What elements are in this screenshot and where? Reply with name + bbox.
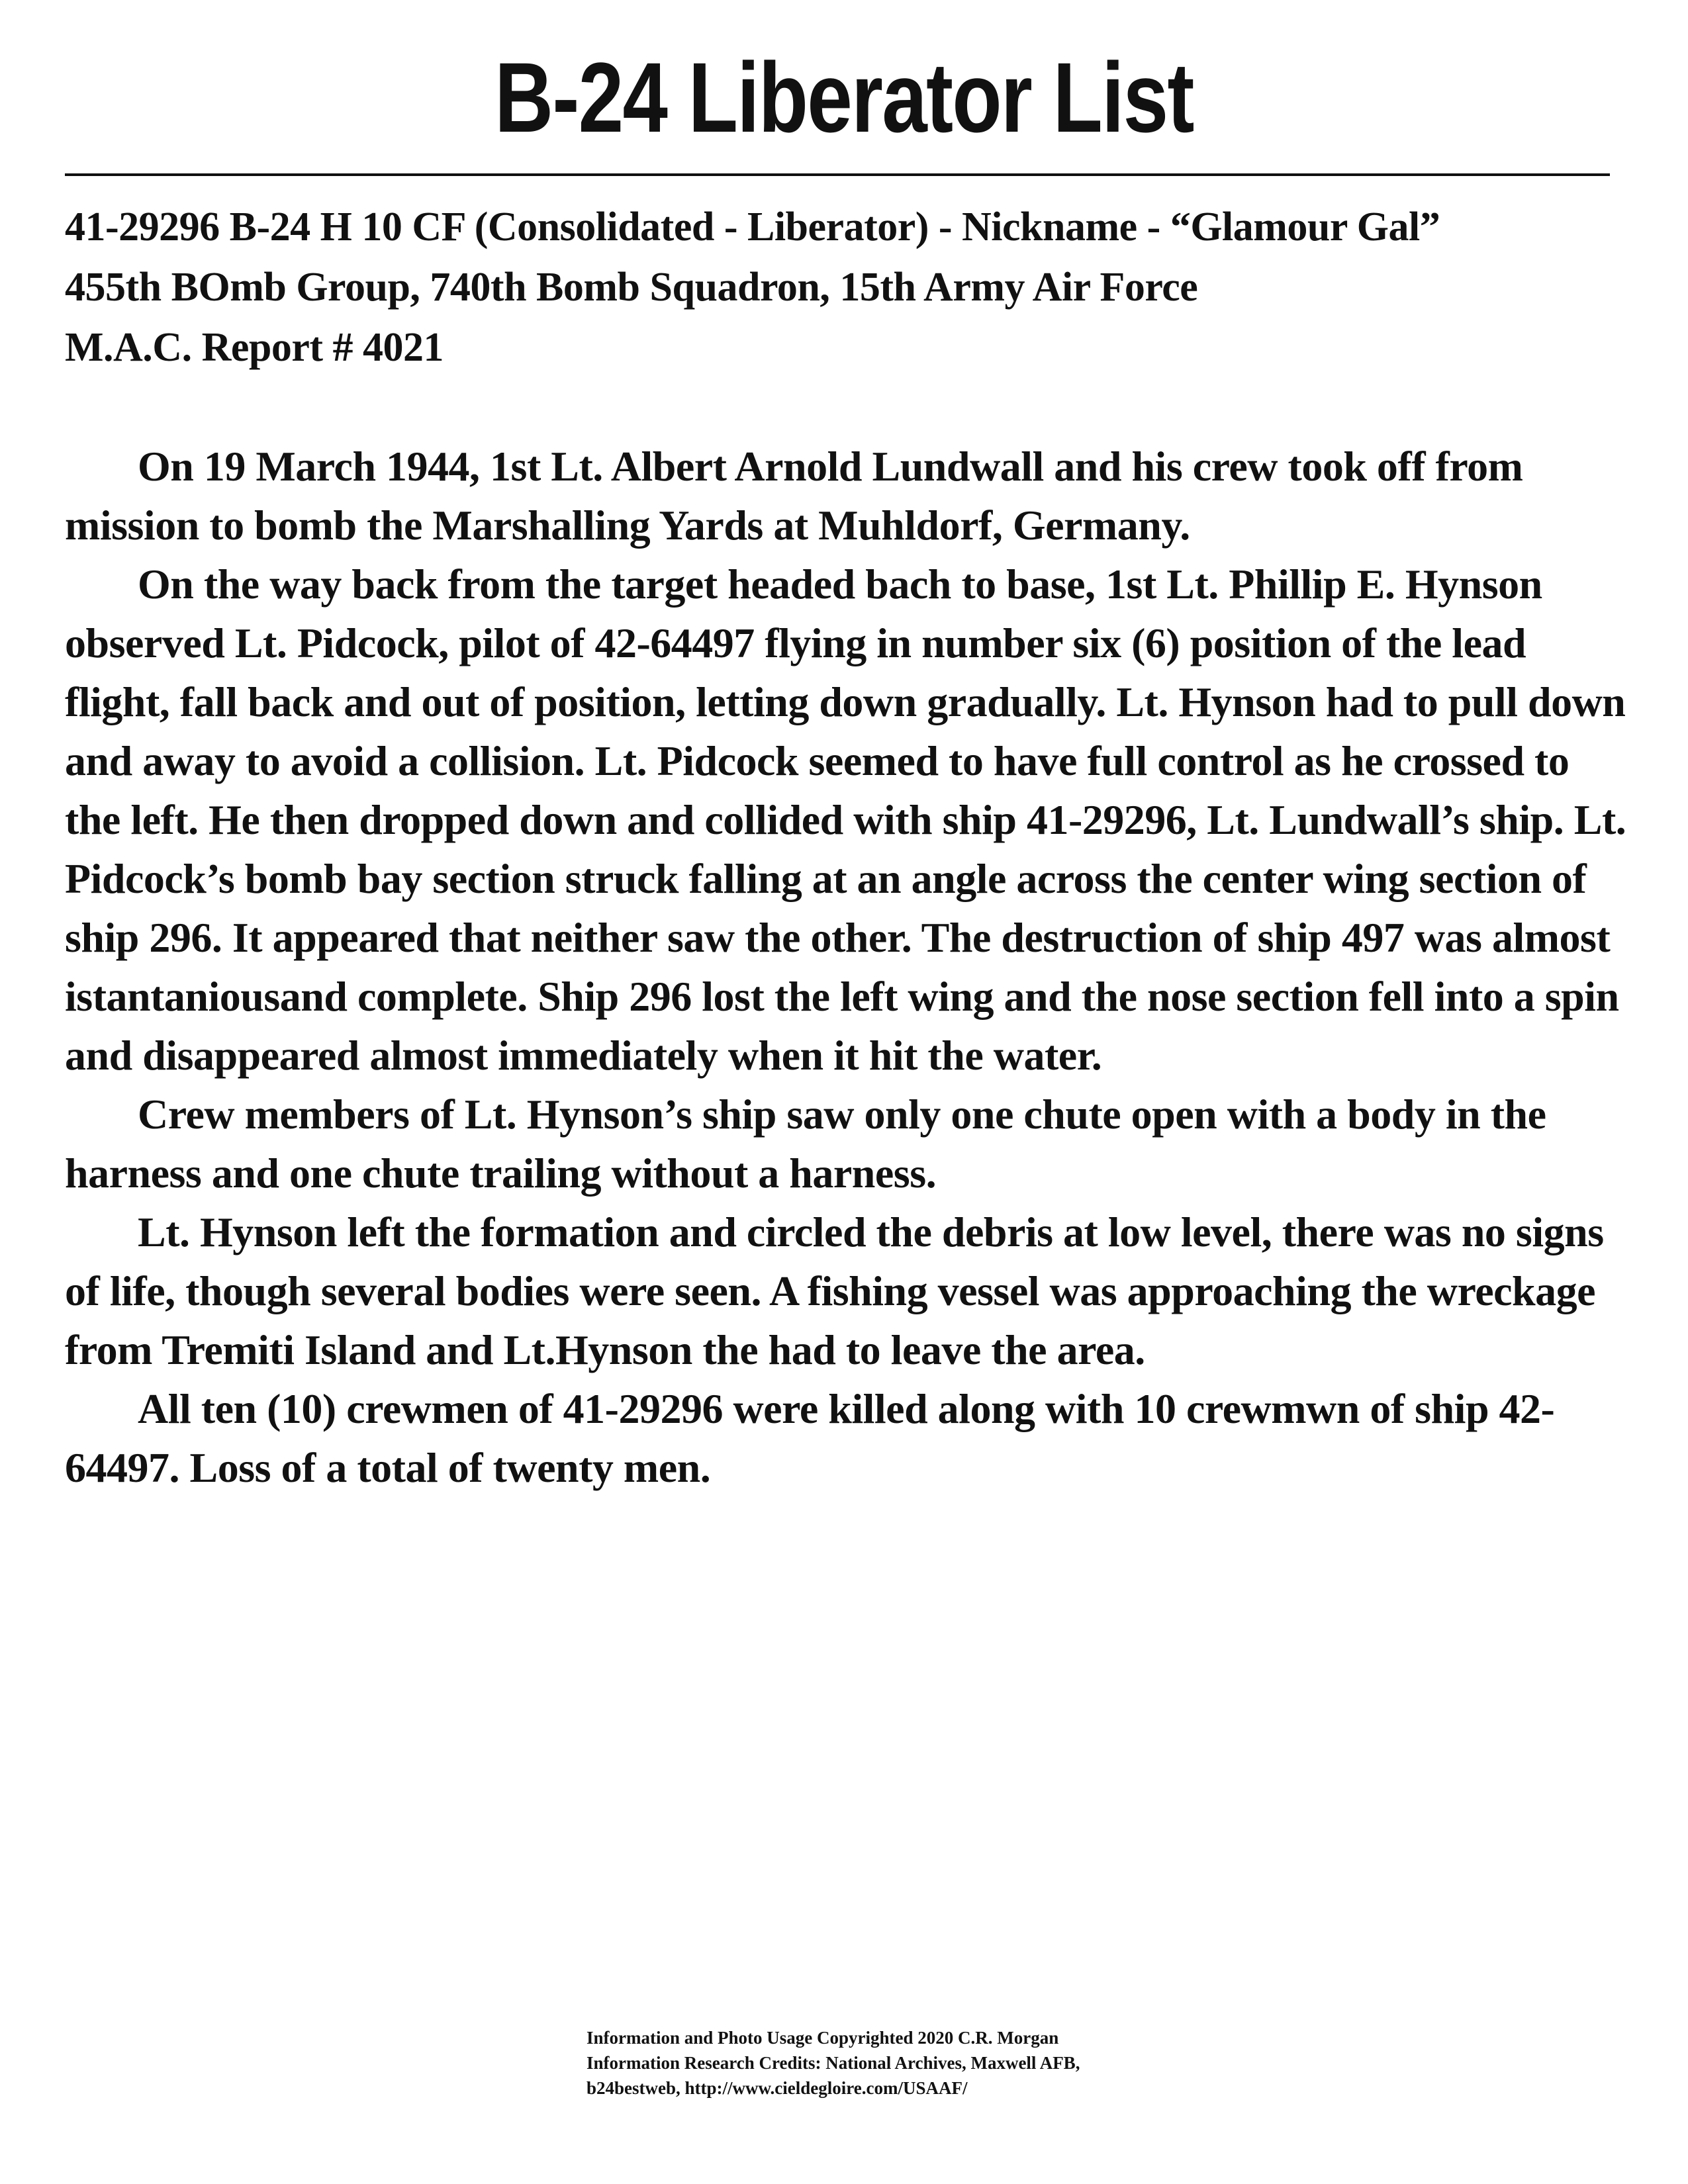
- narrative-paragraph: All ten (10) crewmen of 41-29296 were killed along with 10 crewmwn of ship 42-64497. Loss of a total of twenty men.: [65, 1385, 1555, 1491]
- page-title: B-24 Liberator List: [494, 42, 1194, 153]
- title-divider: [65, 173, 1610, 176]
- footer-credits: [586, 2025, 1182, 2101]
- copyright-line: Information and Photo Usage Copyrighted 2020 C.R. Morgan: [586, 2028, 1059, 2048]
- sources-line: b24bestweb, http://www.cieldegloire.com/USAAF/: [586, 2078, 968, 2098]
- narrative-paragraph: Crew members of Lt. Hynson’s ship saw only one chute open with a body in the harness and one chute trailing without a harness.: [65, 1091, 1546, 1197]
- narrative-body: [65, 437, 1634, 1497]
- aircraft-header: [65, 197, 1620, 378]
- narrative-paragraph: On 19 March 1944, 1st Lt. Albert Arnold Lundwall and his crew took off from mission to bomb the Marshalling Yards at Muhldorf, Germany.: [65, 443, 1523, 549]
- unit-assignment: 455th BOmb Group, 740th Bomb Squadron, 15th Army Air Force: [65, 265, 1198, 310]
- aircraft-identification: 41-29296 B-24 H 10 CF (Consolidated - Liberator) - Nickname - “Glamour Gal”: [65, 205, 1440, 250]
- narrative-paragraph: On the way back from the target headed bach to base, 1st Lt. Phillip E. Hynson observed Lt. Pidcock, pilot of 42-64497 flying in number six (6) position of the lead flight, fall back and out of position, letting down gradually. Lt. Hynson had to pull down and away to avoid a collision. Lt. Pidcock seemed to have full control as he crossed to the left. He then dropped down and collided with ship 41-29296, Lt. Lundwall’s ship. Lt. Pidcock’s bomb bay section struck falling at an angle across the center wing section of ship 296. It appeared that neither saw the other. The destruction of ship 497 was almost istantaniousand complete. Ship 296 lost the left wing and the nose section fell into a spin and disappeared almost immediately when it hit the water.: [65, 561, 1626, 1079]
- narrative-paragraph: Lt. Hynson left the formation and circled the debris at low level, there was no signs of life, though several bodies were seen. A fishing vessel was approaching the wreckage from Tremiti Island and Lt.Hynson the had to leave the area.: [65, 1208, 1604, 1373]
- mac-report-number: M.A.C. Report # 4021: [65, 325, 444, 370]
- research-credits-line: Information Research Credits: National Archives, Maxwell AFB,: [586, 2053, 1080, 2073]
